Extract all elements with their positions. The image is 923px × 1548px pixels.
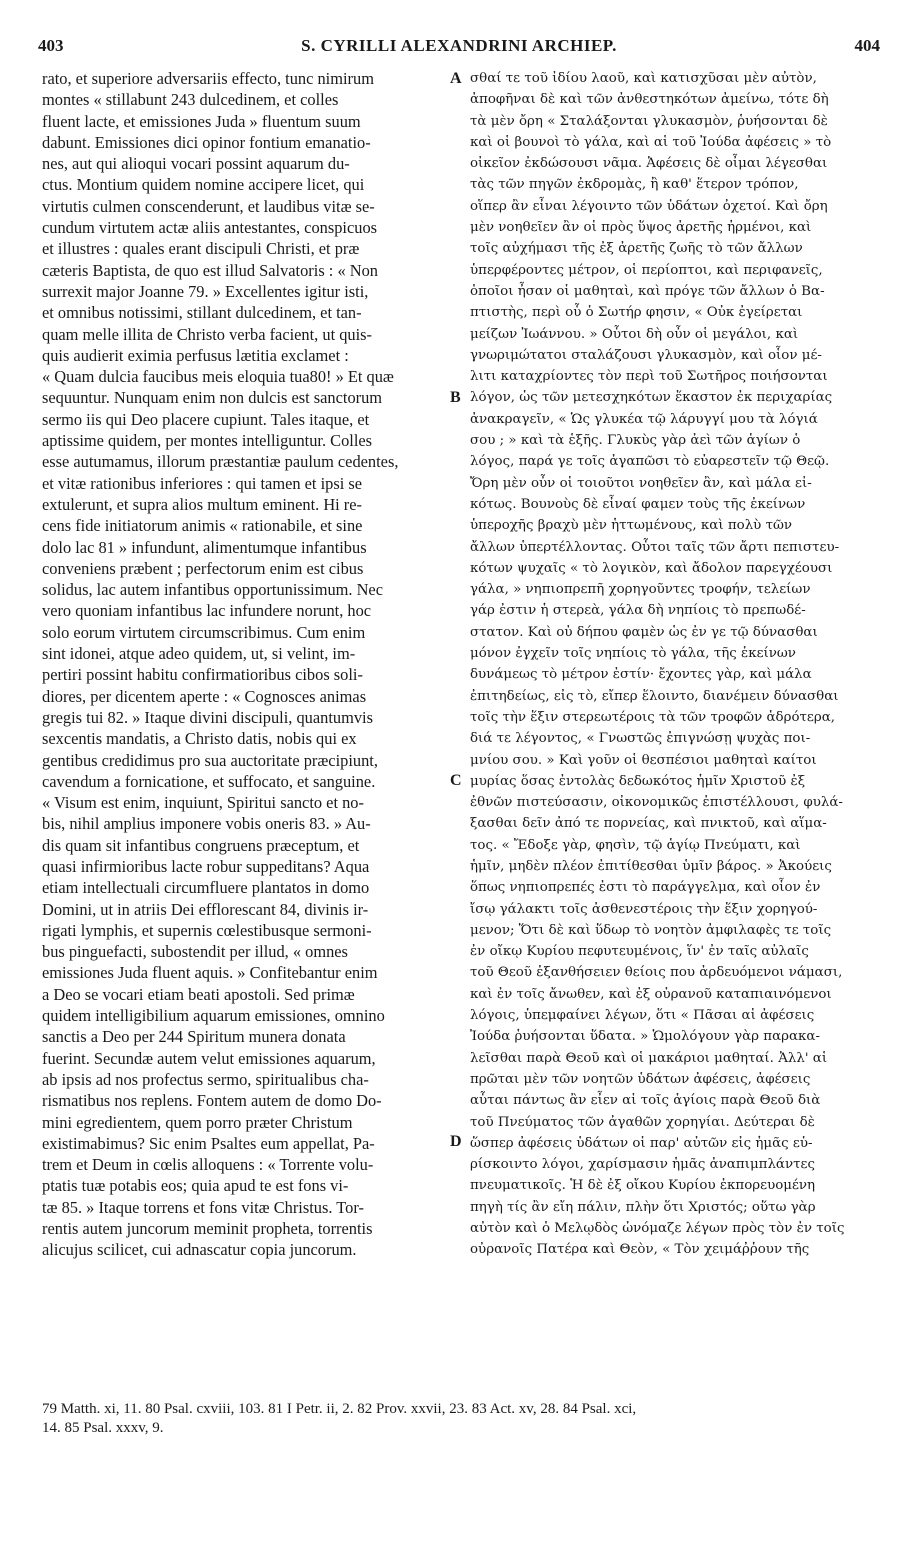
latin-text-line: diores, per dicentem aperte : « Cognosces animas xyxy=(42,686,367,706)
latin-text-line: pertiri possint habitu confirmatioribus cibos soli- xyxy=(42,665,363,685)
greek-text-line: σθαί τε τοῦ ἰδίου λαοῦ, καὶ κατισχῦσαι μὲν αὐτὸν, xyxy=(470,71,817,86)
latin-text-line: ctus. Montium quidem nomine accipere licet, qui xyxy=(42,175,365,195)
latin-text-line: quidem intelligibilium aquarum emissiones, omnino xyxy=(42,1006,385,1026)
latin-text-line: gregis tui 82. » Itaque divini discipuli, quantumvis xyxy=(42,707,373,727)
latin-text-line: existimabimus? Sic enim Psaltes eum appellat, Pa- xyxy=(42,1133,375,1153)
latin-text-line: esse autumamus, illorum præstantiæ paulum cedentes, xyxy=(42,452,399,472)
latin-text-line: quasi infirmioribus lacte robur suppeditans? Aqua xyxy=(42,856,370,876)
latin-text-line: rato, et superiore adversariis effecto, tunc nimirum xyxy=(42,69,374,88)
latin-text-line: sint idonei, atque adeo quidem, ut, si velint, im- xyxy=(42,644,356,664)
greek-text-line: οὐρανοῖς Πατέρα καὶ Θεὸν, « Τὸν χειμάῤῥουν τῆς xyxy=(470,1242,810,1258)
latin-text-line: ptatis tuæ potabis eos; quia apud te est fons vi- xyxy=(42,1176,349,1196)
latin-text-line: a Deo se vocari etiam beati apostoli. Sed primæ xyxy=(42,984,355,1004)
latin-text-line: bus pinguefacti, subostendit per illud, « omnes xyxy=(42,942,348,962)
latin-text-line: virtutis culmen conscenderunt, et laudibus vitæ se- xyxy=(42,196,375,216)
latin-text-line: cæteris Baptista, de quo est illud Salvatoris : « Non xyxy=(42,260,378,280)
greek-text-line: καὶ ἐν τοῖς ἄνωθεν, καὶ ἐξ οὐρανοῦ καταπιαινόμενοι xyxy=(470,986,832,1002)
greek-text-line: αὗται πάντως ἂν εἶεν αἱ τοῖς ἁγίοις παρὰ Θεοῦ διὰ xyxy=(470,1093,821,1109)
greek-text-line: λόγον, ὡς τῶν μετεσχηκότων ἕκαστον ἐκ περιχαρίας xyxy=(470,390,833,406)
latin-text-line: et vitæ rationibus inferiores : qui tamen et ipsi se xyxy=(42,473,363,493)
greek-text-line: ἄλλων ὑπερτέλλοντας. Οὗτοι ταῖς τῶν ἄρτι πεπιστευ- xyxy=(470,539,840,555)
page-number-left: 403 xyxy=(38,36,64,55)
latin-text-line: Domini, ut in atriis Dei efflorescant 84, divinis ir- xyxy=(42,899,369,919)
latin-text-line: « Visum est enim, inquiunt, Spiritui sancto et no- xyxy=(42,793,364,813)
greek-text-line: διά τε λέγοντος, « Γνωστῶς ἐπιγνώσῃ ψυχὰς ποι- xyxy=(470,731,811,747)
latin-text-line: « Quam dulcia faucibus meis eloquia tua80! » Et quæ xyxy=(42,367,394,387)
greek-text-line: τὰς τῶν πηγῶν ἐκδρομὰς, ἢ καθ' ἕτερον τρόπον, xyxy=(470,177,799,193)
latin-text-line: montes « stillabunt 243 dulcedinem, et colles xyxy=(42,90,339,110)
latin-text-line: mini egredientem, quem porro præter Christum xyxy=(42,1112,353,1132)
latin-text-line: gentibus credidimus pro sua auctoritate præcipiunt, xyxy=(42,750,378,770)
latin-text-line: alicujus scilicet, cui adnascatur copia juncorum. xyxy=(42,1240,357,1260)
greek-text-line: ἐν οἴκῳ Κυρίου πεφυτευμένοις, ἵν' ἐν ταῖς αὐλαῖς xyxy=(470,944,809,960)
running-title: S. CYRILLI ALEXANDRINI ARCHIEP. xyxy=(301,36,617,55)
latin-text-line: et illustres : quales erant discipuli Christi, et præ xyxy=(42,239,360,259)
latin-text-line: trem et Deum in cœlis alloquens : « Torrente volu- xyxy=(42,1155,374,1175)
latin-text-line: emissiones Juda fluent aquis. » Confitebantur enim xyxy=(42,963,378,983)
latin-text-line: sexcentis mandatis, a Christo datis, nobis qui ex xyxy=(42,729,357,749)
latin-text-line: quam melle illita de Christo verba facient, ut quis- xyxy=(42,324,372,344)
greek-text-line: λιτι καταχρίοντες τὸν περὶ τοῦ Σωτῆρος ποιήσονται xyxy=(470,369,828,385)
greek-text-line: ὑπερφέροντες μέτρον, οἱ περίοπτοι, καὶ περιφανεῖς, xyxy=(470,262,823,278)
greek-text-line: τοῖς αὐχήμασι τῆς ἐξ ἀρετῆς ζωῆς τὸ τῶν ἄλλων xyxy=(470,241,803,257)
latin-column xyxy=(42,68,444,1261)
latin-text-line: fluent lacte, et emissiones Juda » fluentum suum xyxy=(42,111,361,131)
margin-letter-c: C xyxy=(450,772,462,789)
latin-text-line: rentis autem juncorum meminit propheta, torrentis xyxy=(42,1219,373,1239)
latin-text-line: cundum virtutem actæ aliis antestantes, conspicuos xyxy=(42,218,378,238)
greek-text-line: ὁποῖοι ἦσαν οἱ μαθηταὶ, καὶ πρόγε τῶν ἄλλων ὁ Βα- xyxy=(470,283,825,299)
greek-text-line: τοῖς τὴν ἕξιν στερεωτέροις τὰ τῶν τροφῶν ἁδρότερα, xyxy=(470,709,836,725)
latin-text-line: solidus, lac autem infantibus opportunissimum. Nec xyxy=(42,580,383,600)
latin-text-line: dolo lac 81 » infundunt, alimentumque infantibus xyxy=(42,537,367,557)
greek-text-line: δυνάμεως τὸ μέτρον ἐστίν· ἔχοντες γὰρ, καὶ μάλα xyxy=(470,667,812,683)
greek-text-line: πηγὴ τίς ἂν εἴη πάλιν, πλὴν ὅτι Χριστός; οὕτω γὰρ xyxy=(470,1199,816,1215)
footnote-line: 14. 85 Psal. xxxv, 9. xyxy=(42,1420,164,1436)
latin-text-line: tæ 85. » Itaque torrens et fons vitæ Christus. Tor- xyxy=(42,1197,364,1217)
greek-text-line: λεῖσθαι παρὰ Θεοῦ καὶ οἱ μακάριοι μαθηταί. Ἀλλ' αἱ xyxy=(470,1050,828,1066)
greek-text-line: ξασθαι δεῖν ἀπό τε πορνείας, καὶ πνικτοῦ, καὶ αἵμα- xyxy=(470,816,827,832)
greek-text-line: ἴσῳ γάλακτι τοῖς ἀσθενεστέροις τὴν ἕξιν χορηγού- xyxy=(470,901,818,917)
running-header xyxy=(38,36,880,60)
greek-text-line: ἡμῖν, μηδὲν πλέον ἐπιτίθεσθαι ὑμῖν βάρος. » Ἀκούεις xyxy=(470,858,832,874)
greek-text-line: μενον; Ὅτι δὲ καὶ ὕδωρ τὸ νοητὸν ἀμφιλαφὲς τε τοῖς xyxy=(470,922,832,938)
greek-text-line: ὅπως νηπιοπρεπές ἐστι τὸ παράγγελμα, καὶ οἷον ἐν xyxy=(470,880,821,896)
greek-text-line: λόγοις, ὑπεμφαίνει λέγων, ὅτι « Πᾶσαι αἱ ἀφέσεις xyxy=(470,1008,815,1024)
greek-text-line: σου ; » καὶ τὰ ἑξῆς. Γλυκὺς γὰρ ἀεὶ τῶν ἁγίων ὁ xyxy=(470,433,801,449)
greek-text-line: ἐθνῶν πιστεύσασιν, οἰκονομικῶς ἐπιστέλλουσι, φυλά- xyxy=(470,795,843,811)
margin-letter-b: B xyxy=(450,389,461,406)
greek-text-line: ρίσκοιντο λόγοι, χαρίσμασιν ἡμᾶς ἀναπιμπλάντες xyxy=(470,1157,815,1173)
greek-text-line: κότων ψυχαῖς « τὸ λογικὸν, καὶ ἄδολον παρεγχέουσι xyxy=(470,560,833,576)
greek-text-line: μυρίας ὅσας ἐντολὰς δεδωκότος ἡμῖν Χριστοῦ ἐξ xyxy=(470,773,806,789)
greek-text-line: τος. « Ἔδοξε γὰρ, φησὶν, τῷ ἁγίῳ Πνεύματι, καὶ xyxy=(470,837,801,853)
greek-text-line: Ὄρη μὲν οὖν οἱ τοιοῦτοι νοηθεῖεν ἂν, καὶ μάλα εἰ- xyxy=(470,475,812,491)
latin-text-line: sermo iis qui Deo placere cupiunt. Tales itaque, et xyxy=(42,409,370,429)
latin-text-line: dis quam sit infantibus congruens præceptum, et xyxy=(42,835,360,855)
greek-text-line: γάρ ἐστιν ἡ στερεὰ, γάλα δὴ νηπίοις τὸ πρεπωδέ- xyxy=(470,603,806,619)
latin-text-line: rismatibus nos replens. Fontem autem de domo Do- xyxy=(42,1091,382,1111)
latin-text-line: nes, aut qui alioqui vocari possint aquarum du- xyxy=(42,154,350,174)
page-number-right: 404 xyxy=(854,36,880,55)
greek-text-line: γάλα, » νηπιοπρεπῆ χορηγοῦντες τροφήν, τελείων xyxy=(470,582,811,598)
greek-text-line: κότως. Βουνοὺς δὲ εἶναί φαμεν τοὺς τῆς ἐκείνων xyxy=(470,496,806,512)
footnote-line: 79 Matth. xi, 11. 80 Psal. cxviii, 103. 81 I Petr. ii, 2. 82 Prov. xxvii, 23. 83 Act. xv, 28. 84 Psal. xci, xyxy=(42,1401,637,1417)
latin-text-line: extulerunt, et supra alios multum eminent. Hi re- xyxy=(42,494,362,514)
latin-text-line: bis, nihil amplius imponere vobis oneris 83. » Au- xyxy=(42,814,371,834)
greek-text-line: ἀποφῆναι δὲ καὶ τῶν ἀνθεστηκότων ἀμείνω, τότε δὴ xyxy=(470,92,829,108)
latin-text-line: etiam intellectuali circumfluere plantatos in domo xyxy=(42,878,370,898)
latin-text-line: sanctis a Deo per 244 Spiritum munera donata xyxy=(42,1027,346,1047)
greek-text-line: μνίου σου. » Καὶ γοῦν οἱ θεσπέσιοι μαθηταὶ καίτοι xyxy=(470,752,817,768)
margin-letter-a: A xyxy=(450,70,462,87)
greek-text-line: ἐπιτηδείως, εἰς τὸ, εἴπερ ἕλοιντο, διανέμειν δύνασθαι xyxy=(470,688,839,704)
greek-text-line: ἀνακραγεῖν, « Ὡς γλυκέα τῷ λάρυγγί μου τὰ λόγιά xyxy=(470,411,818,427)
latin-text-line: vero quoniam infantibus lac infundere norunt, hoc xyxy=(42,601,372,621)
latin-text-line: sequuntur. Nunquam enim non dulcis est sanctorum xyxy=(42,388,383,408)
latin-text-line: solo eorum virtutem circumscribimus. Cum enim xyxy=(42,622,366,642)
greek-text-line: καὶ οἱ βουνοὶ τὸ γάλα, καὶ αἱ τοῦ Ἰούδα ἀφέσεις » τὸ xyxy=(470,134,832,150)
greek-text-line: οἵπερ ἂν εἶναι λέγοιντο τῶν ὑδάτων ὀχετοί. Καὶ ὄρη xyxy=(470,198,828,214)
greek-text-line: λόγος, παρά γε τοῖς ἀγαπῶσι τὸ εὐαρεστεῖν τῷ Θεῷ. xyxy=(470,454,830,470)
greek-text-line: τοῦ Θεοῦ ἐξανθήσειεν θείοις που ἀρδευόμενοι νάμασι, xyxy=(470,965,843,981)
greek-text-line: μόνον ἐγχεῖν τοῖς νηπίοις τὸ γάλα, τῆς ἐκείνων xyxy=(470,646,796,662)
latin-text-line: fuerint. Secundæ autem velut emissiones aquarum, xyxy=(42,1048,376,1068)
greek-text-line: οἰκεῖον ἐκδώσουσι νᾶμα. Ἀφέσεις δὲ οἶμαι λέγεσθαι xyxy=(470,156,828,172)
greek-text-line: πτιστὴς, περὶ οὗ ὁ Σωτήρ φησιν, « Οὐκ ἐγείρεται xyxy=(470,305,803,321)
greek-text-line: πρῶται μὲν τῶν νοητῶν ὑδάτων ἀφέσεις, ἀφέσεις xyxy=(470,1071,811,1087)
greek-text-line: τοῦ Πνεύματος τῶν ἀγαθῶν χορηγίαι. Δεύτεραι δὲ xyxy=(470,1114,815,1130)
footnotes xyxy=(42,1400,882,1438)
latin-text-line: rigati lymphis, et supernis cœlestibusque sermoni- xyxy=(42,920,372,940)
greek-text-line: μὲν νοηθεῖεν ἂν οἱ πρὸς ὕψος ἀρετῆς ἠρμένοι, καὶ xyxy=(470,220,812,236)
latin-text-line: dabunt. Emissiones dici opinor fontium emanatio- xyxy=(42,132,371,152)
greek-text-line: Ἰούδα ῥυήσονται ὕδατα. » Ὡμολόγουν γὰρ παρακα- xyxy=(470,1029,820,1045)
greek-text-line: στατον. Καὶ οὐ δήπου φαμὲν ὡς ἐν γε τῷ δύνασθαι xyxy=(470,624,818,640)
latin-text-line: cens fide initiatorum animis « rationabile, et sine xyxy=(42,516,363,536)
greek-text-line: ὑπεροχῆς βραχὺ μὲν ἡττωμένους, καὶ πολὺ τῶν xyxy=(470,518,793,534)
greek-text-line: πνευματικοῖς. Ἡ δὲ ἐξ οἴκου Κυρίου ἐκπορευομένη xyxy=(470,1178,816,1194)
greek-text-line: γνωριμώτατοι σταλάζουσι γλυκασμὸν, καὶ οἷον μέ- xyxy=(470,347,822,363)
latin-text-line: surrexit major Joanne 79. » Excellentes igitur isti, xyxy=(42,281,369,301)
greek-text-line: μείζων Ἰωάννου. » Οὗτοι δὴ οὖν οἱ μεγάλοι, καὶ xyxy=(470,326,799,342)
greek-text-line: τὰ μὲν ὄρη « Σταλάξονται γλυκασμὸν, ῥυήσονται δὲ xyxy=(470,113,828,129)
margin-letter-d: D xyxy=(450,1133,462,1150)
latin-text-line: conveniens præbent ; perfectorum enim est cibus xyxy=(42,558,364,578)
greek-column xyxy=(470,68,880,1261)
greek-text-line: ὥσπερ ἀφέσεις ὑδάτων οἱ παρ' αὐτῶν εἰς ἡμᾶς εὑ- xyxy=(470,1135,813,1151)
greek-text-line: αὐτὸν καὶ ὁ Μελῳδὸς ὠνόμαζε λέγων πρὸς τὸν ἐν τοῖς xyxy=(470,1221,845,1237)
latin-text-line: cavendum a fornicatione, et suffocato, et sanguine. xyxy=(42,771,376,791)
latin-text-line: et omnibus notissimi, stillant dulcedinem, et tan- xyxy=(42,303,362,323)
latin-text-line: aptissime quidem, per montes intelliguntur. Colles xyxy=(42,431,373,451)
latin-text-line: ab ipsis ad nos profectus sermo, spiritualibus cha- xyxy=(42,1069,369,1089)
latin-text-line: quis audierit eximia perfusus lætitia exclamet : xyxy=(42,345,349,365)
